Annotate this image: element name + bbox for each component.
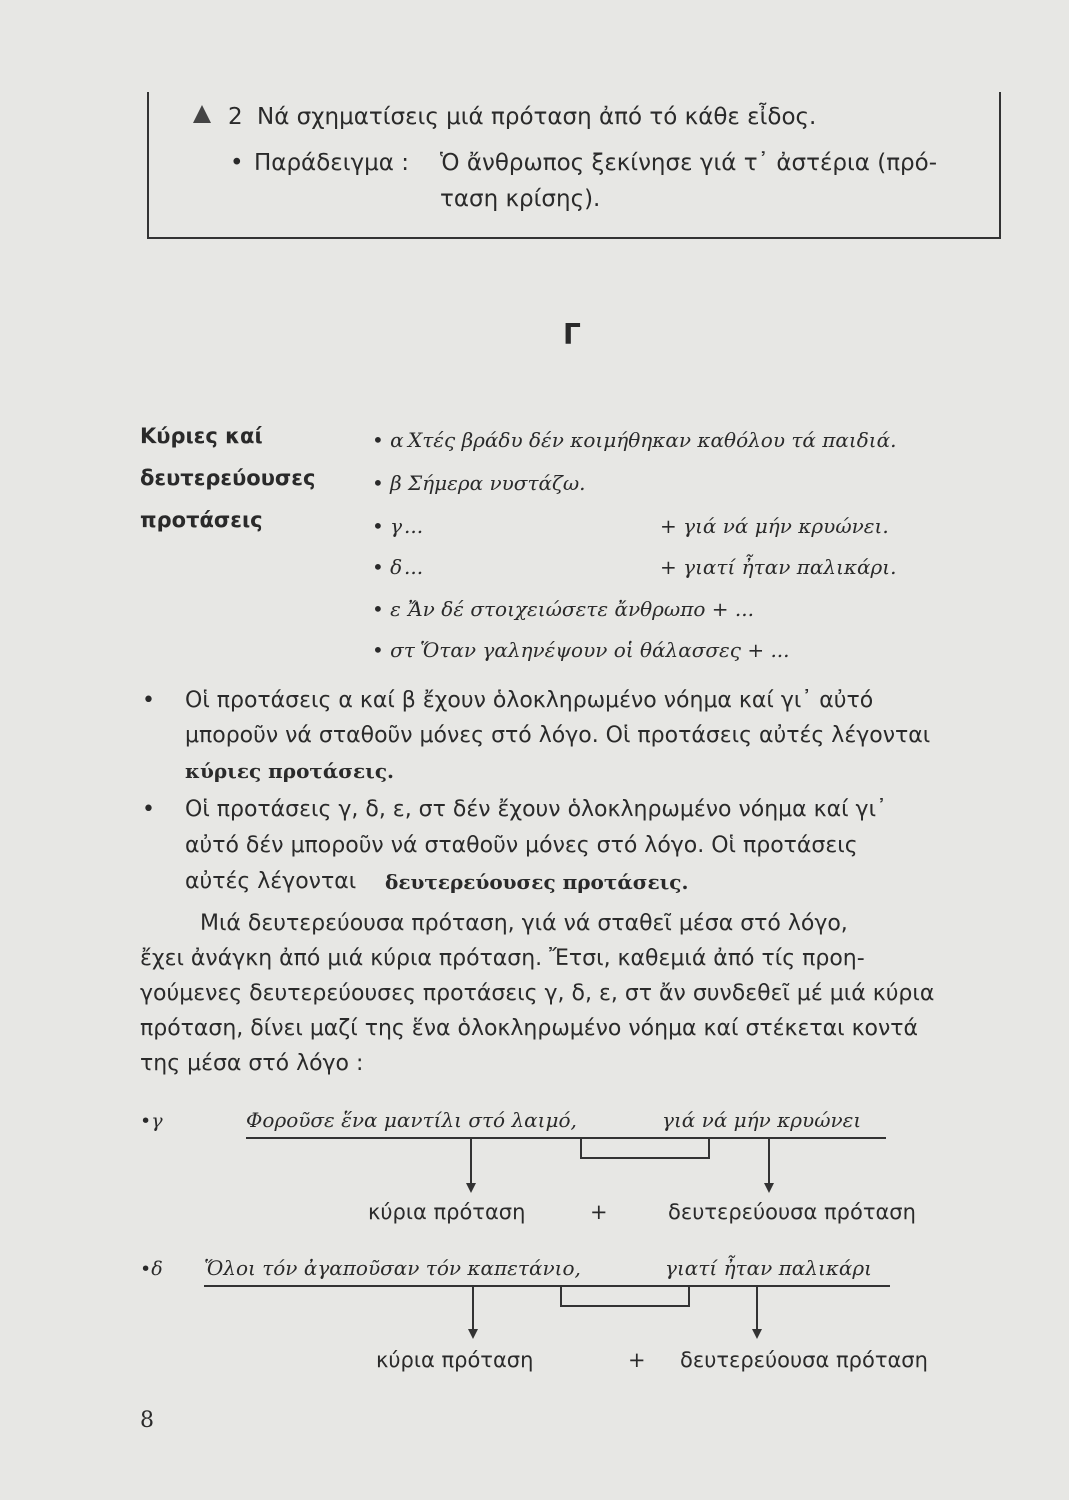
diagram-1-main-stem <box>470 1139 472 1187</box>
example-line-1: Ὁ ἄνθρωπος ξεκίνησε γιά τ᾿ ἀστέρια (πρό- <box>440 150 938 176</box>
bullet-1-bold: κύριες προτάσεις. <box>185 759 394 783</box>
diagram-2-main-clause: Ὅλοι τόν ἀγαποῦσαν τόν καπετάνιο, <box>204 1256 581 1280</box>
paragraph-line-2: ἔχει ἀνάγκη ἀπό μιά κύρια πρόταση. Ἔτσι, καθεμιά ἀπό τίς προη- <box>140 946 865 971</box>
diagram-1-bracket-left <box>580 1139 582 1157</box>
diagram-1-underline <box>246 1137 886 1139</box>
paragraph-line-3: γούμενες δευτερεύουσες προτάσεις γ, δ, ε, στ ἄν συνδεθεῖ μέ μιά κύρια <box>140 981 935 1006</box>
example-label: Παράδειγμα : <box>254 150 409 176</box>
diagram-1-bracket-bottom <box>580 1157 710 1159</box>
section-letter: Γ <box>563 318 581 351</box>
bullet-1-line-2: μποροῦν νά σταθοῦν μόνες στό λόγο. Οἱ προτάσεις αὐτές λέγονται <box>185 723 931 748</box>
example-c-text: ... <box>404 514 424 538</box>
diagram-1-sub-arrow-icon <box>764 1183 774 1193</box>
paragraph-line-1: Μιά δευτερεύουσα πρόταση, γιά νά σταθεῖ μέσα στό λόγο, <box>200 911 848 936</box>
bullet-2-line-2: αὐτό δέν μποροῦν νά σταθοῦν μόνες στό λόγο. Οἱ προτάσεις <box>185 833 858 858</box>
example-f-label: • στ <box>372 638 415 662</box>
side-heading-3: προτάσεις <box>140 508 263 532</box>
side-heading-2: δευτερεύουσες <box>140 466 316 490</box>
example-line-2: ταση κρίσης). <box>440 186 601 212</box>
bullet-2-dot: • <box>142 797 155 822</box>
bullet-2-line-1: Οἱ προτάσεις γ, δ, ε, στ δέν ἔχουν ὁλοκληρωμένο νόημα καί γι᾿ <box>185 797 888 822</box>
diagram-2-sub-tag: δευτερεύουσα πρόταση <box>680 1348 928 1372</box>
diagram-1-plus: + <box>590 1200 608 1224</box>
diagram-2-bracket-right <box>688 1287 690 1305</box>
bullet-2-bold: δευτερεύουσες προτάσεις. <box>385 870 689 894</box>
bullet-1-line-1: Οἱ προτάσεις α καί β ἔχουν ὁλοκληρωμένο νόημα καί γι᾿ αὐτό <box>185 688 874 713</box>
diagram-2-label: •δ <box>140 1258 163 1280</box>
triangle-icon <box>193 105 211 123</box>
exercise-instruction: Νά σχηματίσεις μιά πρόταση ἀπό τό κάθε εἶδος. <box>257 104 817 130</box>
exercise-number: 2 <box>228 104 243 130</box>
side-heading-1: Κύριες καί <box>140 424 263 448</box>
example-a-label: • α <box>372 428 404 452</box>
example-d-label: • δ <box>372 555 403 579</box>
diagram-2-main-tag: κύρια πρόταση <box>376 1348 534 1372</box>
diagram-2-sub-stem <box>756 1287 758 1333</box>
example-bullet: • <box>230 150 244 176</box>
example-c-label: • γ <box>372 514 403 538</box>
diagram-1-sub-clause: γιά νά μήν κρυώνει <box>662 1108 862 1132</box>
example-d-text: ... <box>404 555 424 579</box>
example-e-text: Ἄν δέ στοιχειώσετε ἄνθρωπο + ... <box>408 597 754 621</box>
bullet-2-line-3: αὐτές λέγονται <box>185 869 357 894</box>
diagram-1-bracket-right <box>708 1139 710 1157</box>
diagram-1-label: •γ <box>140 1110 163 1132</box>
example-a-text: Χτές βράδυ δέν κοιμήθηκαν καθόλου τά παιδιά. <box>408 428 897 452</box>
diagram-2-plus: + <box>628 1348 646 1372</box>
example-e-label: • ε <box>372 597 401 621</box>
diagram-2-sub-clause: γιατί ἦταν παλικάρι <box>665 1256 873 1280</box>
diagram-1-main-arrow-icon <box>466 1183 476 1193</box>
example-f-text: Ὅταν γαληνέψουν οἱ θάλασσες + ... <box>420 638 790 662</box>
diagram-2-bracket-left <box>560 1287 562 1305</box>
example-b-text: Σήμερα νυστάζω. <box>408 471 586 495</box>
diagram-1-sub-stem <box>768 1139 770 1187</box>
diagram-2-main-stem <box>472 1287 474 1333</box>
diagram-2-main-arrow-icon <box>468 1329 478 1339</box>
diagram-2-underline <box>204 1285 890 1287</box>
diagram-2-sub-arrow-icon <box>752 1329 762 1339</box>
example-d-right: + γιατί ἦταν παλικάρι. <box>660 555 897 579</box>
diagram-1-main-tag: κύρια πρόταση <box>368 1200 526 1224</box>
diagram-1-main-clause: Φοροῦσε ἕνα μαντίλι στό λαιμό, <box>246 1108 577 1132</box>
bullet-1-dot: • <box>142 688 155 713</box>
diagram-2-bracket-bottom <box>560 1305 690 1307</box>
diagram-1-sub-tag: δευτερεύουσα πρόταση <box>668 1200 916 1224</box>
page-number: 8 <box>140 1408 154 1433</box>
example-b-label: • β <box>372 471 402 495</box>
paragraph-line-5: της μέσα στό λόγο : <box>140 1051 364 1076</box>
example-c-right: + γιά νά μήν κρυώνει. <box>660 514 889 538</box>
paragraph-line-4: πρόταση, δίνει μαζί της ἕνα ὁλοκληρωμένο νόημα καί στέκεται κοντά <box>140 1016 919 1041</box>
